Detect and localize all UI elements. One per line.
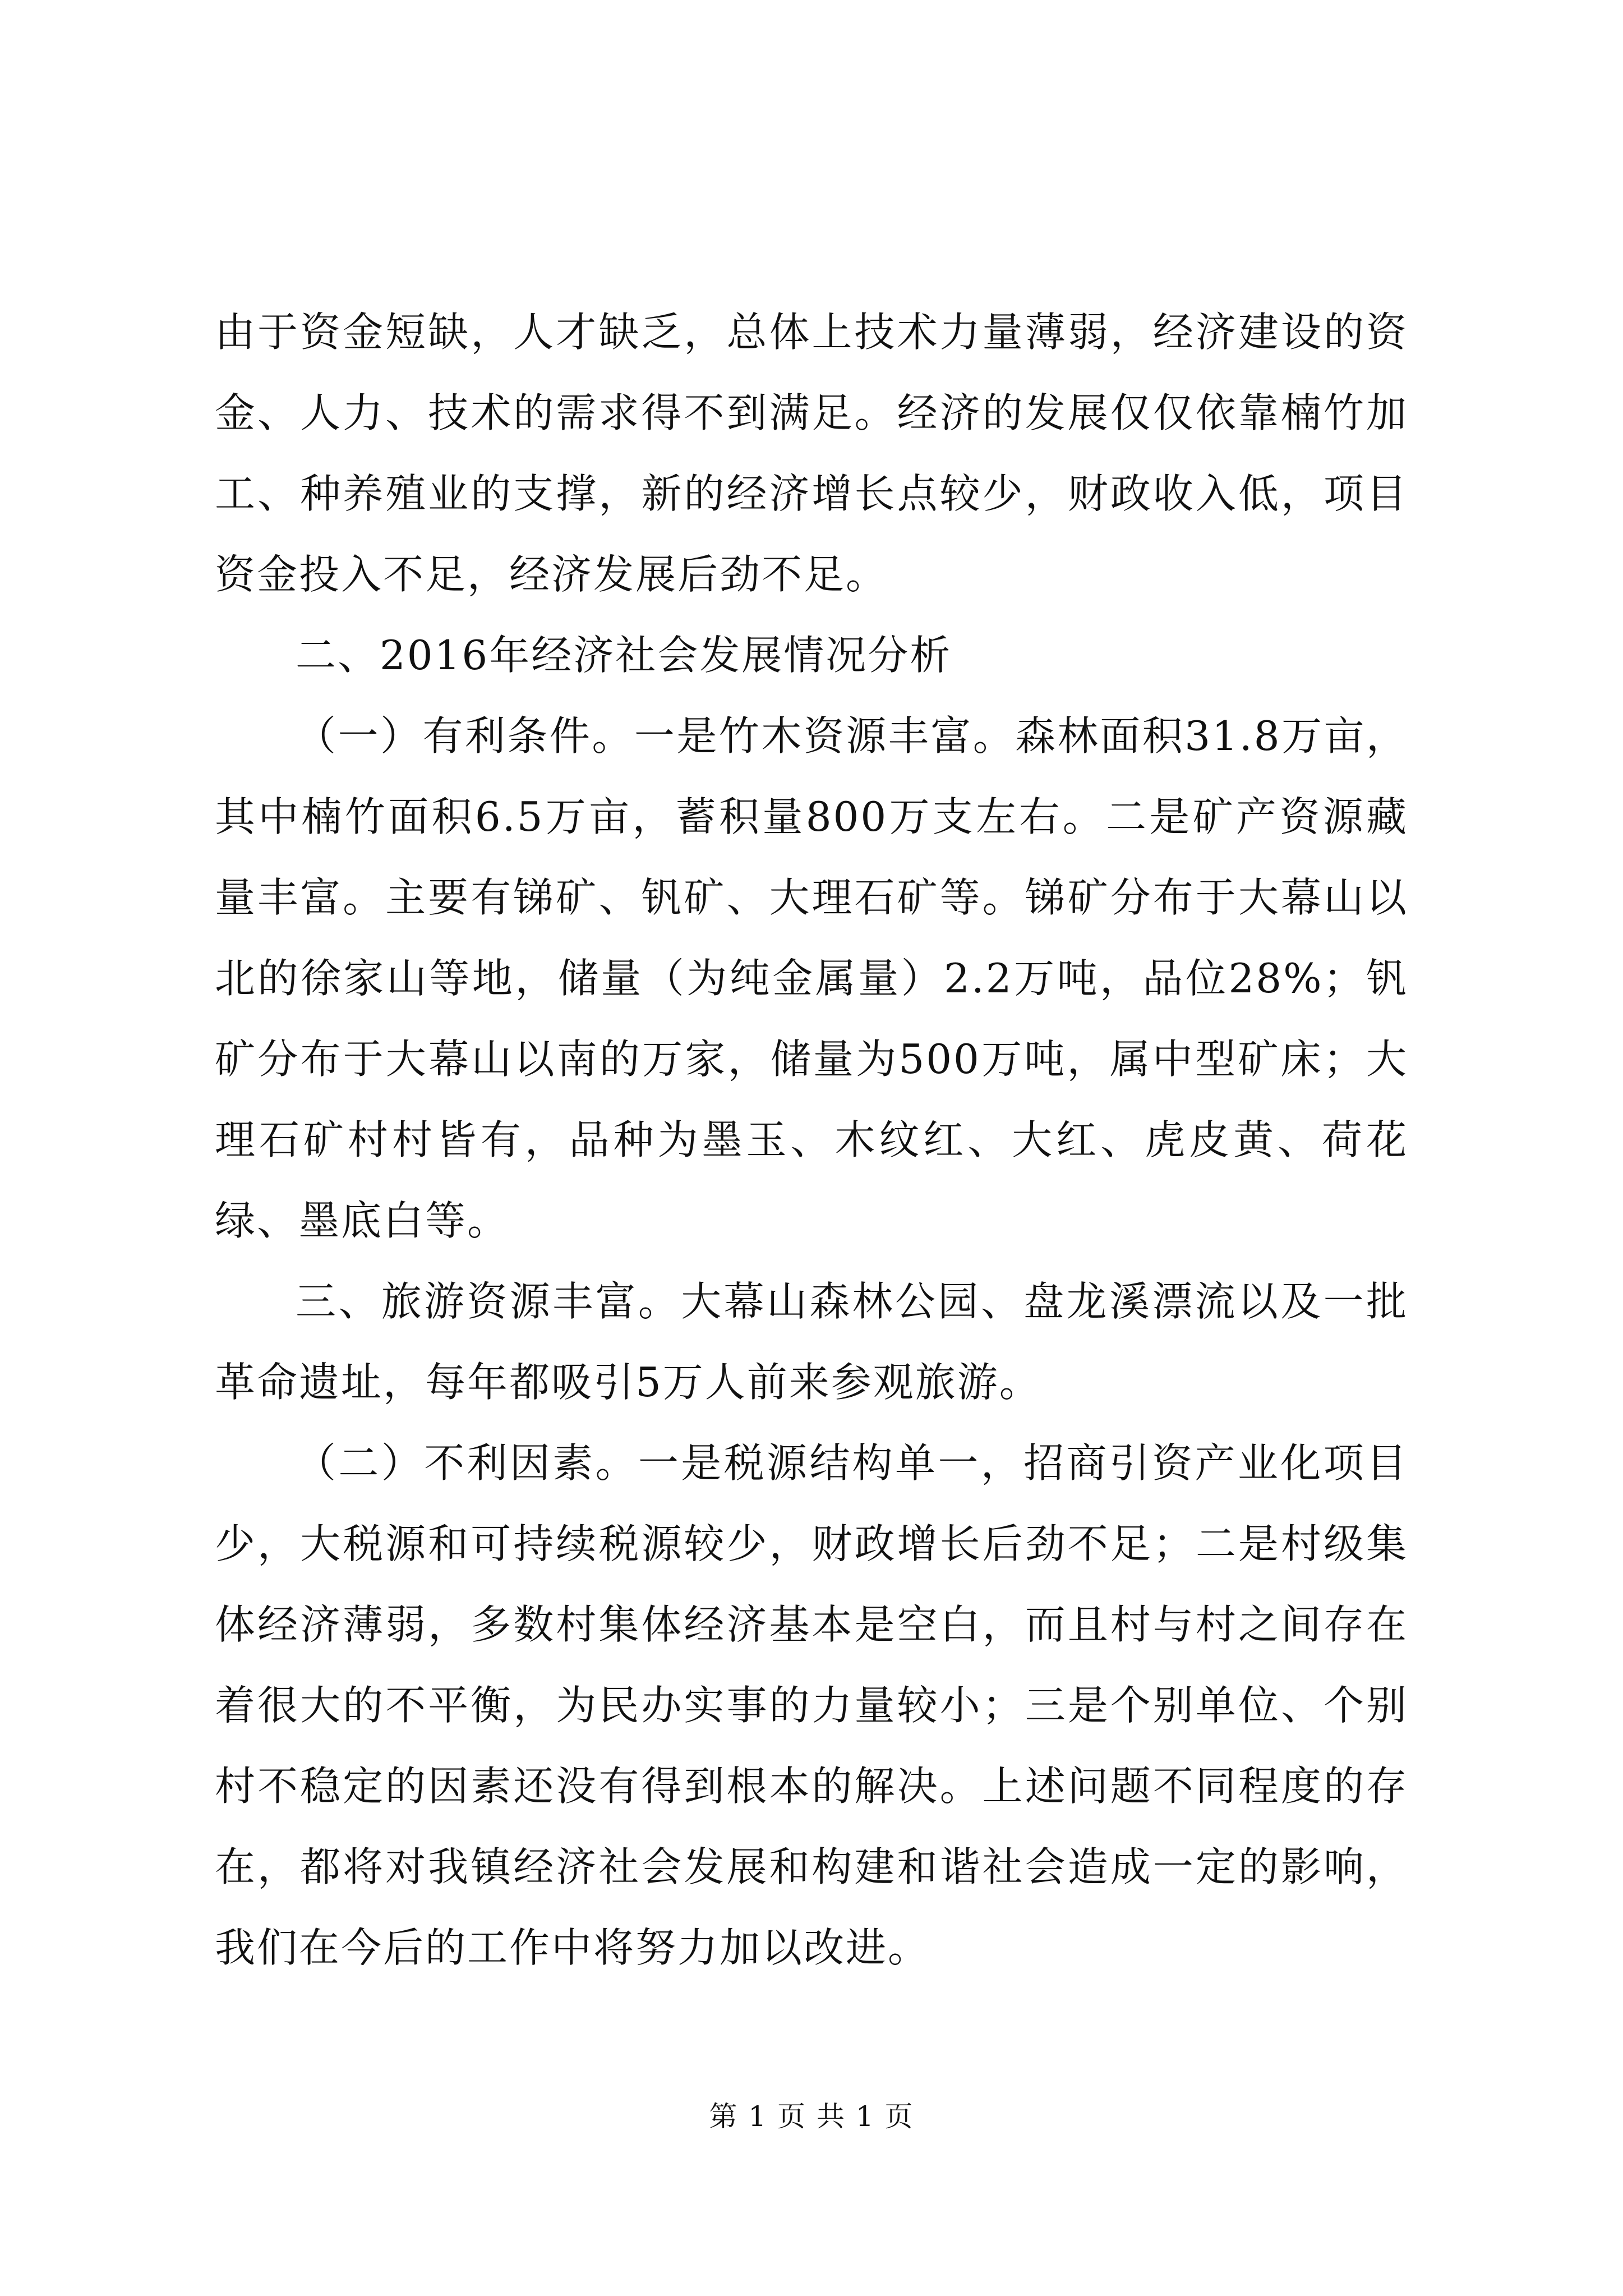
document-body (215, 292, 1408, 1988)
paragraph-unfavorable-factors: （二）不利因素。一是税源结构单一，招商引资产业化项目少，大税源和可持续税源较少，财政增长后劲不足；二是村级集体经济薄弱，多数村集体经济基本是空白，而且村与村之间存在着很大的不平衡，为民办实事的力量较小；三是个别单位、个别村不稳定的因素还没有得到根本的解决。上述问题不同程度的存在，都将对我镇经济社会发展和构建和谐社会造成一定的影响，我们在今后的工作中将努力加以改进。 (215, 1439, 1408, 1971)
section-heading-2016-analysis: 二、2016年经济社会发展情况分析 (296, 632, 952, 679)
page-footer: 第 1 页 共 1 页 (709, 2100, 914, 2133)
paragraph-favorable-conditions: （一）有利条件。一是竹木资源丰富。森林面积31.8万亩，其中楠竹面积6.5万亩，蓄积量800万支左右。二是矿产资源藏量丰富。主要有锑矿、钒矿、大理石矿等。锑矿分布于大幕山以北的徐家山等地，储量（为纯金属量）2.2万吨，品位28%；钒矿分布于大幕山以南的万家，储量为500万吨，属中型矿床；大理石矿村村皆有，品种为墨玉、木纹红、大红、虎皮黄、荷花绿、墨底白等。 (215, 712, 1408, 1244)
paragraph-tourism-resources: 三、旅游资源丰富。大幕山森林公园、盘龙溪漂流以及一批革命遗址，每年都吸引5万人前来参观旅游。 (215, 1278, 1408, 1406)
paragraph-funding-shortage: 由于资金短缺，人才缺乏，总体上技术力量薄弱，经济建设的资金、人力、技术的需求得不到满足。经济的发展仅仅依靠楠竹加工、种养殖业的支撑，新的经济增长点较少，财政收入低，项目资金投入不足，经济发展后劲不足。 (215, 309, 1408, 598)
